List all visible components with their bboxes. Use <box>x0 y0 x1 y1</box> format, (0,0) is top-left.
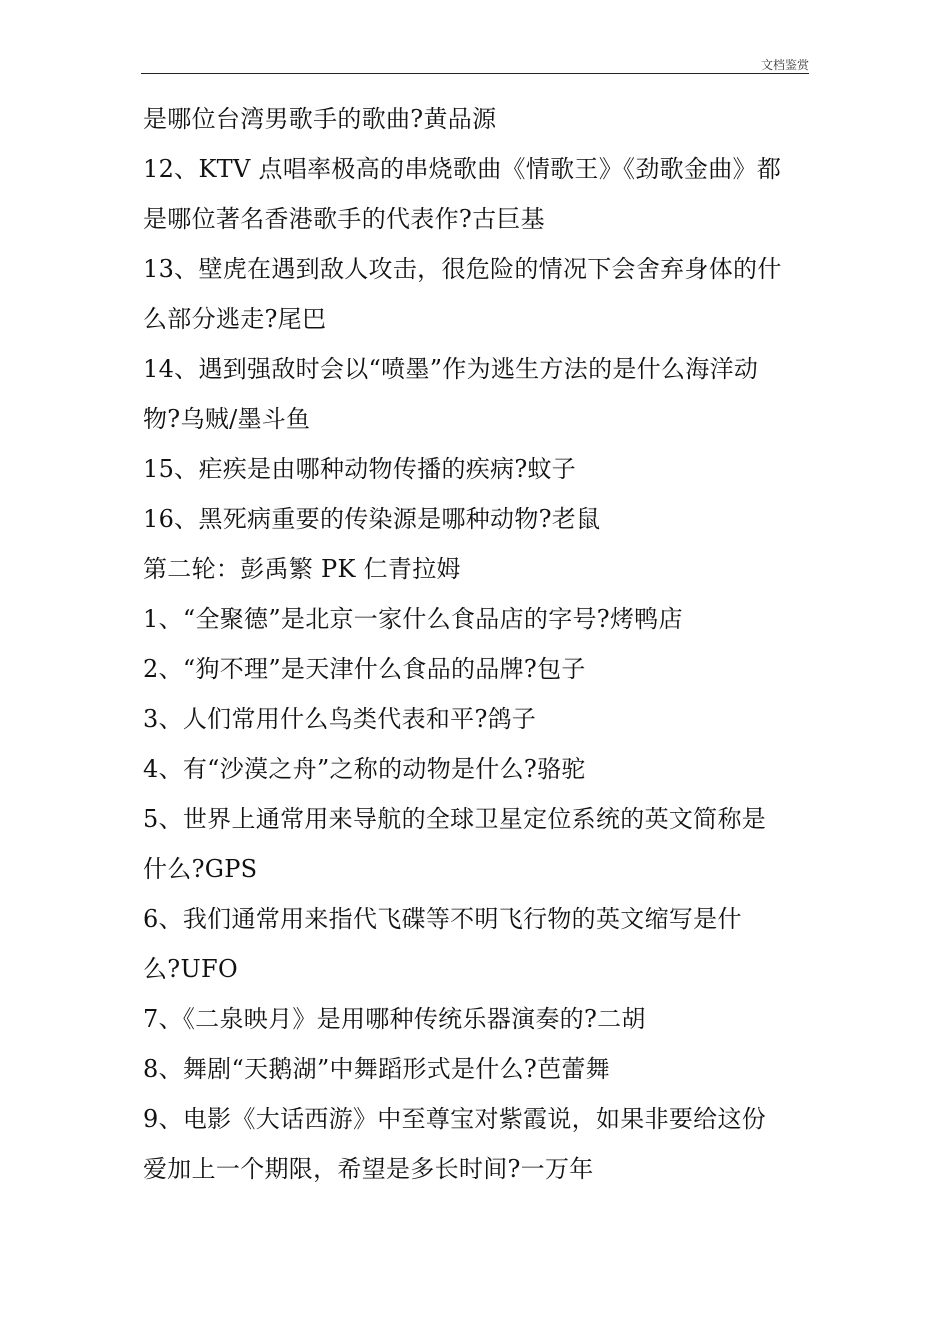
header-label: 文档鉴赏 <box>760 58 809 72</box>
text-line: 是哪位著名香港歌手的代表作?古巨基 <box>143 205 545 233</box>
document-body <box>143 94 813 1194</box>
text-line: 13、壁虎在遇到敌人攻击，很危险的情况下会舍弃身体的什 <box>143 255 782 283</box>
text-line: 爱加上一个期限，希望是多长时间?一万年 <box>143 1155 594 1183</box>
text-line: 15、疟疾是由哪种动物传播的疾病?蚊子 <box>143 455 577 483</box>
page-header <box>141 53 809 74</box>
text-line: 7、《二泉映月》是用哪种传统乐器演奏的?二胡 <box>143 1005 646 1033</box>
text-line: 6、我们通常用来指代飞碟等不明飞行物的英文缩写是什 <box>143 905 742 933</box>
text-line: 2、“狗不理”是天津什么食品的品牌?包子 <box>143 655 586 683</box>
text-line: 么部分逃走?尾巴 <box>143 305 327 333</box>
section-heading: 第二轮：彭禹繁 PK 仁青拉姆 <box>143 555 461 583</box>
text-line: 4、有“沙漠之舟”之称的动物是什么?骆驼 <box>143 755 586 783</box>
text-line: 是哪位台湾男歌手的歌曲?黄品源 <box>143 105 497 133</box>
text-line: 8、舞剧“天鹅湖”中舞蹈形式是什么?芭蕾舞 <box>143 1055 610 1083</box>
text-line: 么?UFO <box>143 955 238 983</box>
text-line: 14、遇到强敌时会以“喷墨”作为逃生方法的是什么海洋动 <box>143 355 759 383</box>
text-line: 3、人们常用什么鸟类代表和平?鸽子 <box>143 705 537 733</box>
text-line: 9、电影《大话西游》中至尊宝对紫霞说，如果非要给这份 <box>143 1105 767 1133</box>
text-line: 12、KTV 点唱率极高的串烧歌曲《情歌王》《劲歌金曲》都 <box>143 155 782 183</box>
text-line: 16、黑死病重要的传染源是哪种动物?老鼠 <box>143 505 601 533</box>
text-line: 物?乌贼/墨斗鱼 <box>143 405 311 433</box>
text-line: 1、“全聚德”是北京一家什么食品店的字号?烤鸭店 <box>143 605 683 633</box>
text-line: 5、世界上通常用来导航的全球卫星定位系统的英文简称是 <box>143 805 767 833</box>
text-line: 什么?GPS <box>143 855 258 883</box>
